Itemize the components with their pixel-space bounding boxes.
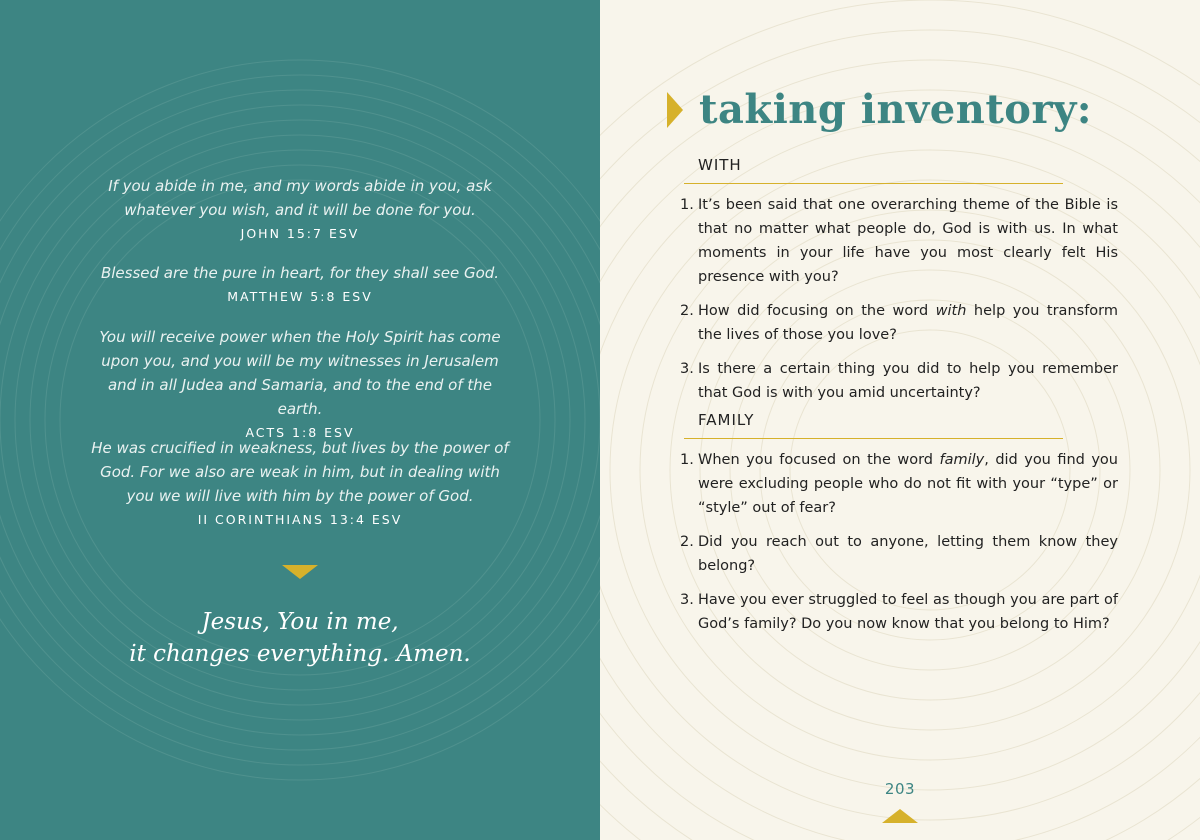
list-item: 1. When you focused on the word family, did you find you were excluding people who do not fit with your “type” or “style” out of fear?	[680, 452, 1118, 516]
list-item: 3. Have you ever struggled to feel as though you are part of God’s family? Do you now know that you belong to Him?	[680, 592, 1118, 632]
down-triangle-icon	[282, 565, 318, 579]
section-divider	[684, 438, 1063, 439]
scripture-quote-2: Blessed are the pure in heart, for they shall see God. MATTHEW 5:8 ESV	[90, 261, 510, 309]
scripture-quote-1: If you abide in me, and my words abide in you, ask whatever you wish, and it will be done for you. JOHN 15:7 ESV	[90, 174, 510, 246]
section-heading-family: FAMILY	[698, 411, 755, 429]
right-page	[600, 0, 1200, 840]
section-heading-with: WITH	[698, 156, 742, 174]
right-triangle-icon	[667, 92, 683, 128]
list-item: 1. It’s been said that one overarching theme of the Bible is that no matter what people do, God is with us. In what moments in your life have you most clearly felt His presence with you?	[680, 197, 1118, 285]
up-triangle-icon	[882, 809, 918, 823]
page-number: 203	[884, 780, 916, 798]
scripture-quote-4: He was crucified in weakness, but lives by the power of God. For we also are weak in him, but in dealing with you we will live with him by the power of God. II CORINTHIANS 13:4 ESV	[90, 436, 510, 532]
scripture-reference: MATTHEW 5:8 ESV	[227, 289, 373, 304]
list-item: 2. Did you reach out to anyone, letting them know they belong?	[680, 534, 1118, 574]
question-list-with	[680, 193, 1118, 415]
question-list-family	[680, 448, 1118, 646]
closing-prayer: Jesus, You in me, it changes everything. Amen.	[129, 609, 471, 667]
section-divider	[684, 183, 1063, 184]
list-item: 2. How did focusing on the word with help you transform the lives of those you love?	[680, 303, 1118, 343]
title-row	[667, 88, 1092, 132]
page-title: taking inventory:	[699, 86, 1093, 133]
scripture-reference: JOHN 15:7 ESV	[240, 226, 360, 241]
scripture-reference: II CORINTHIANS 13:4 ESV	[197, 512, 403, 527]
list-item: 3. Is there a certain thing you did to help you remember that God is with you amid uncertainty?	[680, 361, 1118, 401]
scripture-quote-3: You will receive power when the Holy Spirit has come upon you, and you will be my witnesses in Jerusalem and in all Judea and Samaria, and to the end of the earth. ACTS 1:8 ESV	[90, 325, 510, 445]
scripture-reference: ACTS 1:8 ESV	[245, 425, 355, 440]
